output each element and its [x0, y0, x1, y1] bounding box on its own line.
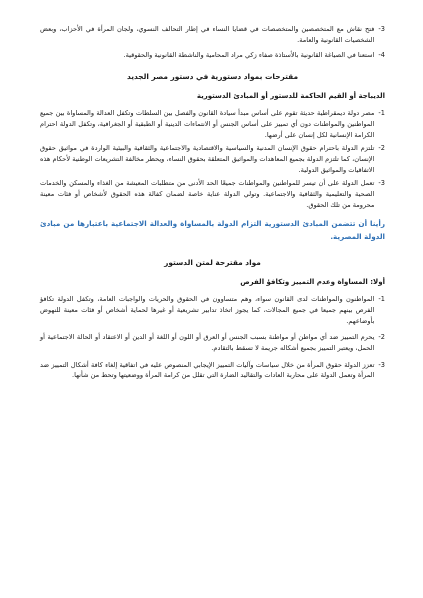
- equality-list: [40, 294, 385, 381]
- item-number: 2-: [378, 144, 385, 153]
- list-item: [40, 178, 385, 210]
- item-text: تعزز الدولة حقوق المرأة من خلال سياسات وآليات التمييز الإيجابي المنصوص عليه في اتفاقية إلغاء كافة أشكال التمييز ضد المرأة وتعمل الدولة على محاربة العادات والتقاليد الضارة التي تقلل من كرامة المرأة ووضعيتها وتحط من شأنها.: [40, 360, 375, 380]
- item-number: 2-: [378, 333, 385, 342]
- preamble-heading: الديباجة أو القيم الحاكمة للدستور أو المبادئ الدستورية: [196, 92, 385, 100]
- item-number: 1-: [378, 109, 385, 118]
- highlighted-statement: رأينا أن تتضمن المبادئ الدستورية التزام الدولة بالمساواة والعدالة الاجتماعية باعتبارها من مبادئ الدولة المصرية.: [40, 219, 385, 241]
- equality-heading: أولا: المساواة وعدم التمييز وتكافؤ الفرص: [240, 277, 385, 286]
- section-title: مقترحات بمواد دستورية في دستور مصر الجديد: [126, 72, 299, 82]
- item-number: 4-: [378, 51, 385, 60]
- item-text: المواطنون والمواطنات لدى القانون سواء، وهم متساوون في الحقوق والحريات والواجبات العامة، وتكفل الدولة تكافؤ الفرص بينهم جميعا في جميع المجالات، كما يجوز اتخاذ تدابير تشريعية أو غيرها لحماية أشخاص أو فئات معينة للنهوض بأوضاعهم.: [40, 295, 375, 325]
- list-item: [40, 143, 385, 175]
- list-item: [40, 108, 385, 140]
- item-number: 3-: [378, 360, 385, 369]
- list-item: [40, 360, 385, 381]
- preamble-list: [40, 108, 385, 210]
- item-text: مصر دولة ديمقراطية حديثة تقوم على أساس مبدأ سيادة القانون والفصل بين السلطات وتكفل العدالة والمساواة بين جميع المواطنين والمواطنات دون أي تمييز على أساس الجنس أو الانتماءات الدينية أو الطبقية أو الجغرافية، وتكفل الدولة احترام الكرامة الإنسانية لكل إنسان على أرضها.: [40, 109, 375, 139]
- item-text: فتح نقاش مع المتخصصين والمتخصصات في قضايا النساء في إطار التحالف النسوي، ولجان المرأة في الأحزاب، وبعض الشخصيات القانونية والعامة.: [40, 25, 375, 44]
- section-title: مواد مقترحة لمتن الدستور: [164, 257, 261, 267]
- item-number: 3-: [378, 179, 385, 188]
- intro-list: [40, 24, 385, 61]
- list-item: [40, 332, 385, 353]
- list-item: [40, 294, 385, 326]
- item-text: تعمل الدولة على أن تيسر للمواطنين والمواطنات جميعًا الحد الأدنى من متطلبات المعيشة من الغذاء والمسكن والخدمات الصحية والتعليمية والثقافية والاجتماعية. وتولي الدولة عناية خاصة لضمان كفالة هذه الحقوق لأشخاص أو فئات معينة محرومة من تلك الحقوق.: [40, 179, 375, 209]
- item-number: 1-: [378, 295, 385, 304]
- item-number: 3-: [378, 25, 385, 33]
- item-text: تلتزم الدولة باحترام حقوق الإنسان المدنية والسياسية والاقتصادية والاجتماعية والثقافية والبيئية الواردة في مواثيق حقوق الإنسان، كما تلتزم الدولة بجميع المعاهدات والمواثيق المتعلقة بحقوق النساء، ويحظر مخالفة التشريعات الوطنية لأحكام هذه الاتفاقيات والمواثيق الدولية.: [40, 144, 375, 174]
- item-text: استعنا في الصياغة القانونية بالأستاذة صفاء زكي مراد المحامية والناشطة القانونية والحقوقية.: [123, 51, 375, 60]
- item-text: يحرم التمييز ضد أي مواطن أو مواطنة بسبب الجنس أو العرق أو اللون أو اللغة أو الدين أو الاعتقاد أو الحالة الاجتماعية أو الحمل، ويعتبر التمييز بجميع أشكاله جريمة لا تسقط بالتقادم.: [40, 333, 375, 352]
- list-item: [40, 50, 385, 61]
- list-item: [40, 24, 385, 45]
